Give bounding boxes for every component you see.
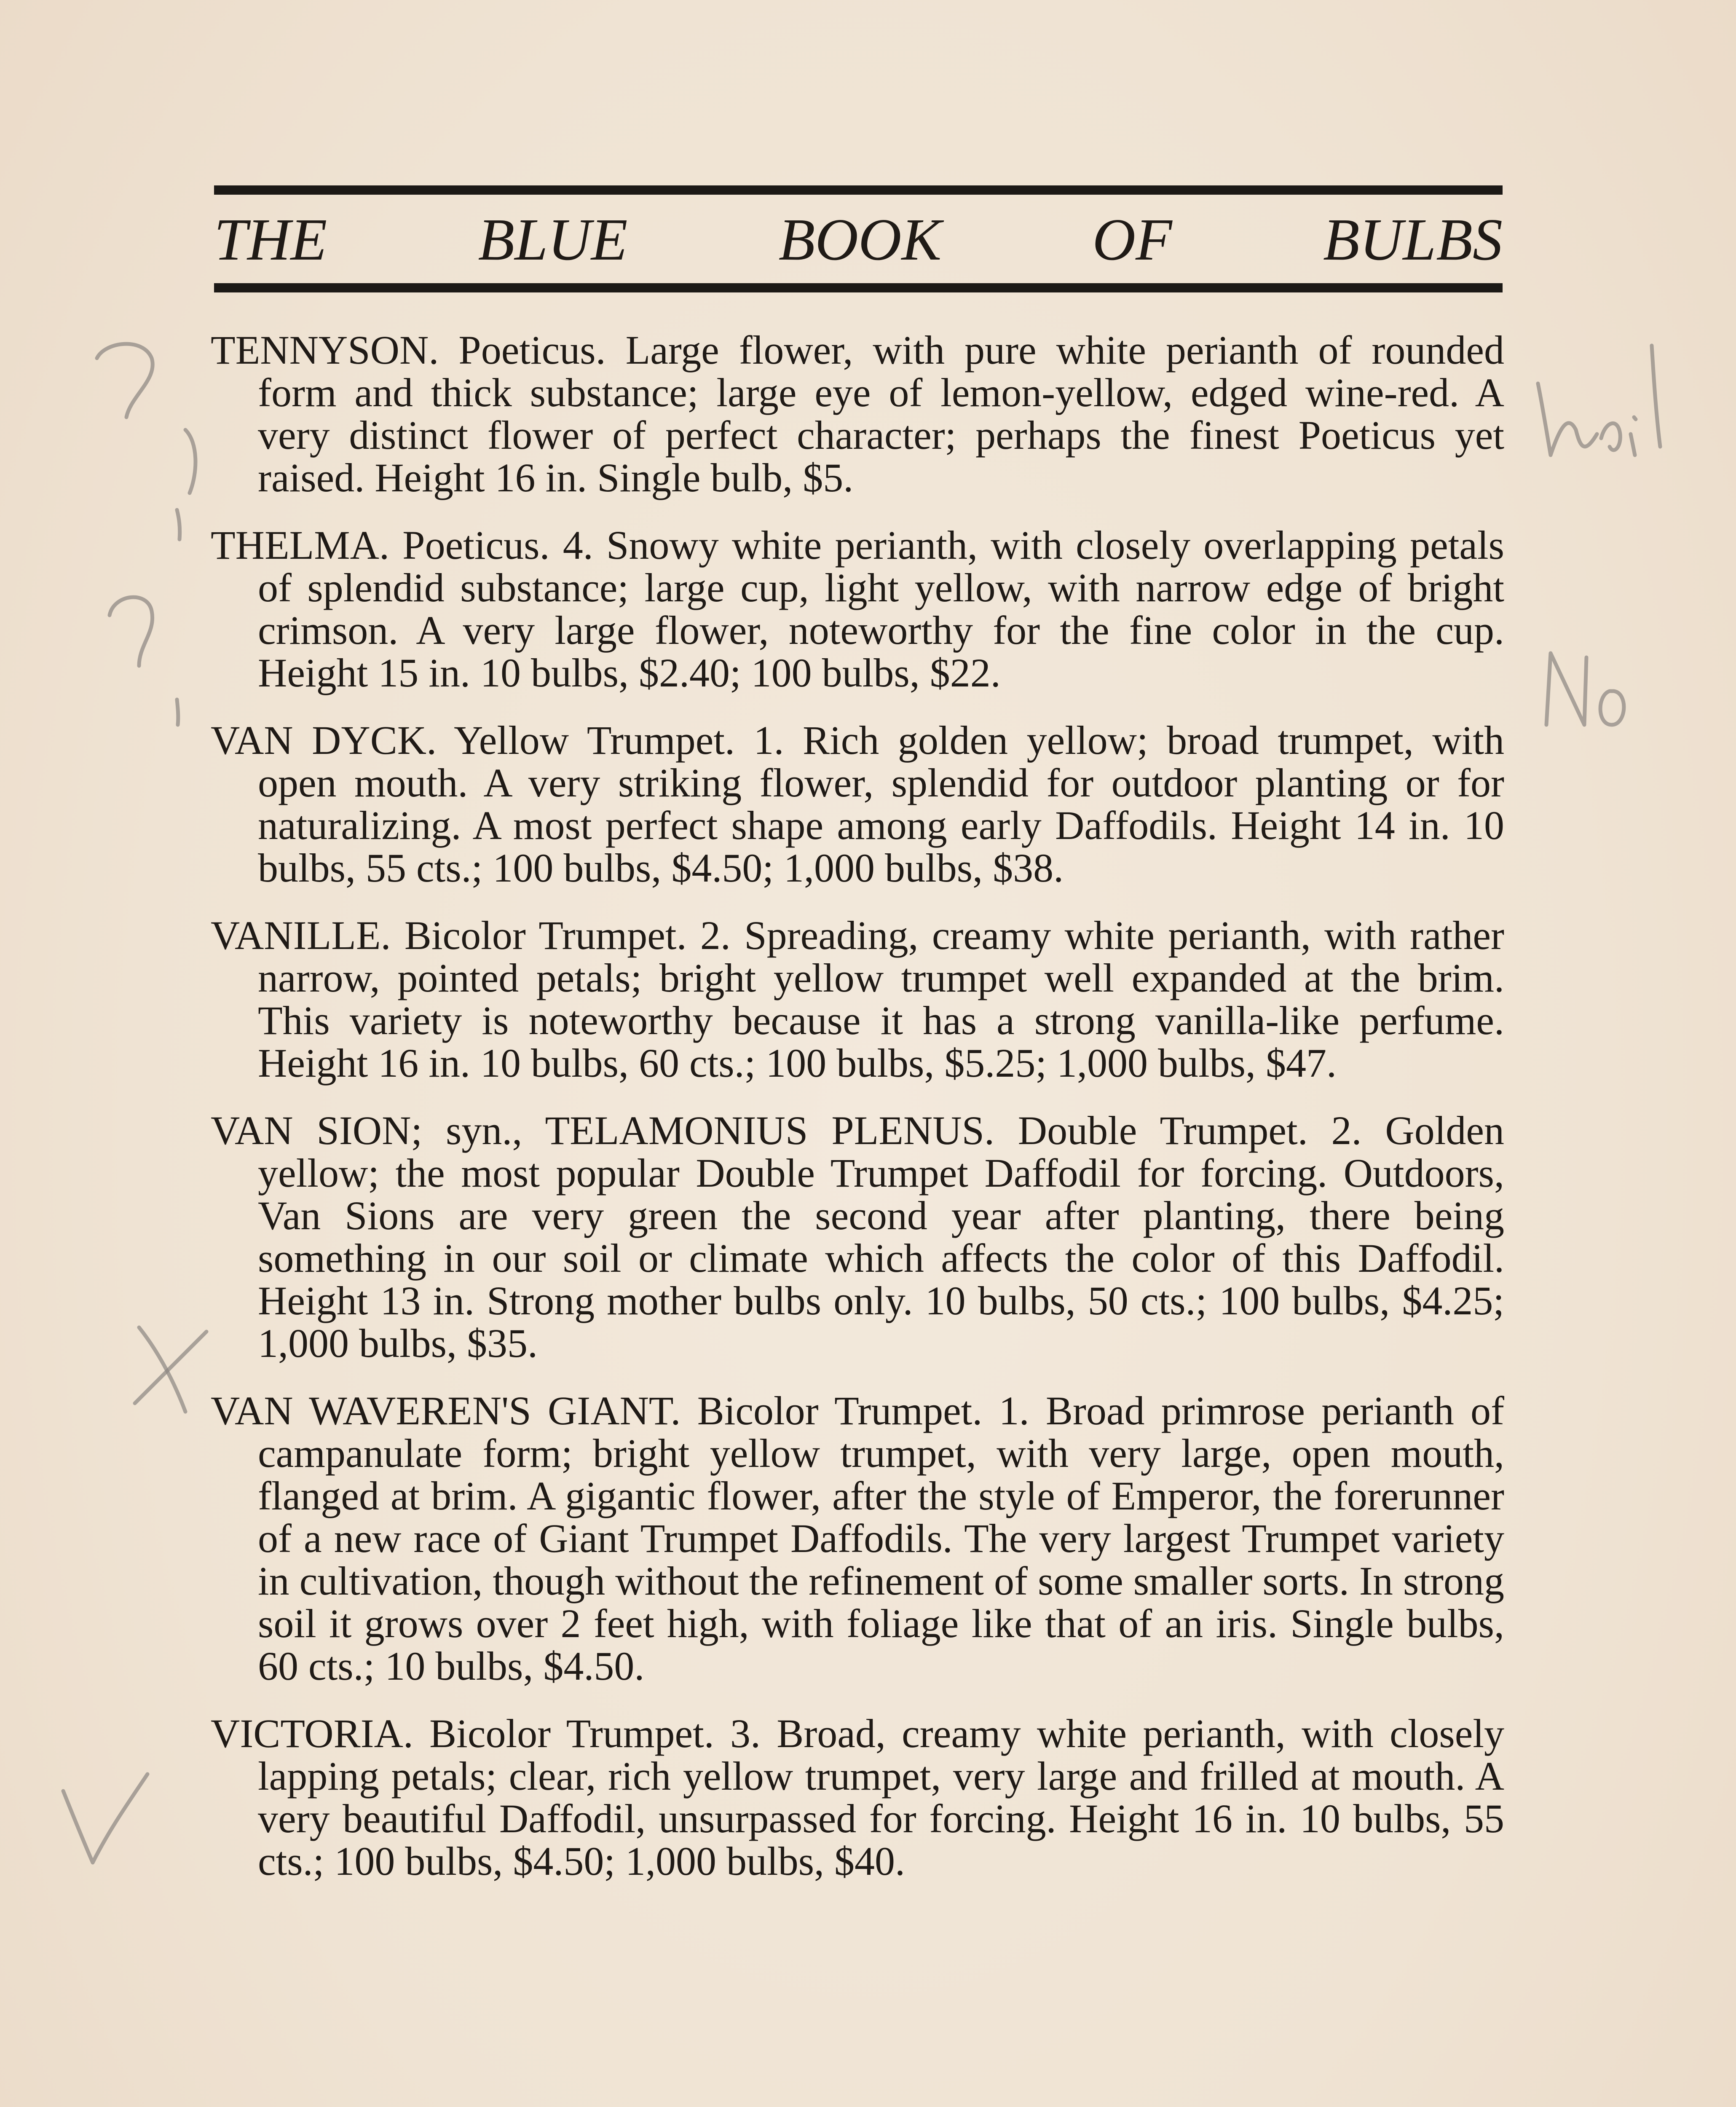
header-word: BOOK [778, 206, 942, 273]
entry-victoria: VICTORIA. Bicolor Trumpet. 3. Broad, creamy white perianth, with closely lapping petals; clear, rich yellow trumpet, very large and frilled at mouth. A very beautiful Daffodil, unsurpassed for forcing. Height 16 in. 10 bulbs, 55 cts.; 100 bulbs, $4.50; 1,000 bulbs, $40. [211, 1711, 1504, 1884]
catalog-entries [211, 329, 1504, 1907]
pencil-cross-mark-1 [122, 1315, 219, 1424]
header-word: OF [1092, 206, 1172, 273]
pencil-check-mark [55, 1766, 156, 1875]
header-word: THE [214, 206, 327, 273]
entry-van-waverens-giant: VAN WAVEREN'S GIANT. Bicolor Trumpet. 1. Broad primrose perianth of campanulate form; bright yellow trumpet, with very large, open mouth, flanged at brim. A gigantic flower, after the style of Emperor, the forerunner of a new race of Giant Trumpet Daffodils. The very largest Trumpet variety in cultivation, though without the refinement of some smaller sorts. In strong soil it grows over 2 feet high, with foliage like that of an iris. Single bulbs, 60 cts.; 10 bulbs, $4.50. [211, 1388, 1504, 1689]
entry-van-dyck: VAN DYCK. Yellow Trumpet. 1. Rich golden yellow; broad trumpet, with open mouth. A very striking flower, splendid for outdoor planting or for naturalizing. A most perfect shape among early Daffodils. Height 14 in. 10 bulbs, 55 cts.; 100 bulbs, $4.50; 1,000 bulbs, $38. [211, 718, 1504, 890]
header-rule-bottom [214, 283, 1503, 292]
pencil-note-no [1538, 641, 1643, 746]
pencil-question-mark-2 [97, 582, 206, 733]
pencil-cross-mark-2 [80, 2099, 181, 2107]
pencil-note-wait [1530, 329, 1677, 480]
pencil-question-mark-1 [80, 333, 206, 544]
running-header [214, 201, 1503, 277]
header-word: BULBS [1323, 206, 1503, 273]
entry-van-sion: VAN SION; syn., TELAMONIUS PLENUS. Double Trumpet. 2. Golden yellow; the most popular Double Trumpet Daffodil for forcing. Outdoors, Van Sions are very green the second year after planting, there being something in our soil or climate which affects the color of this Daffodil. Height 13 in. Strong mother bulbs only. 10 bulbs, 50 cts.; 100 bulbs, $4.25; 1,000 bulbs, $35. [211, 1108, 1504, 1366]
entry-thelma: THELMA. Poeticus. 4. Snowy white perianth, with closely overlapping petals of splendid substance; large cup, light yellow, with narrow edge of bright crimson. A very large flower, noteworthy for the fine color in the cup. Height 15 in. 10 bulbs, $2.40; 100 bulbs, $22. [211, 523, 1504, 695]
header-word: BLUE [478, 206, 628, 273]
entry-tennyson: TENNYSON. Poeticus. Large flower, with pure white perianth of rounded form and thick substance; large eye of lemon-yellow, edged wine-red. A very distinct flower of perfect character; perhaps the finest Poeticus yet raised. Height 16 in. Single bulb, $5. [211, 327, 1504, 500]
entry-vanille: VANILLE. Bicolor Trumpet. 2. Spreading, creamy white perianth, with rather narrow, pointed petals; bright yellow trumpet well expanded at the brim. This variety is noteworthy because it has a strong vanilla-like perfume. Height 16 in. 10 bulbs, 60 cts.; 100 bulbs, $5.25; 1,000 bulbs, $47. [211, 913, 1504, 1086]
header-rule-top [214, 185, 1503, 195]
